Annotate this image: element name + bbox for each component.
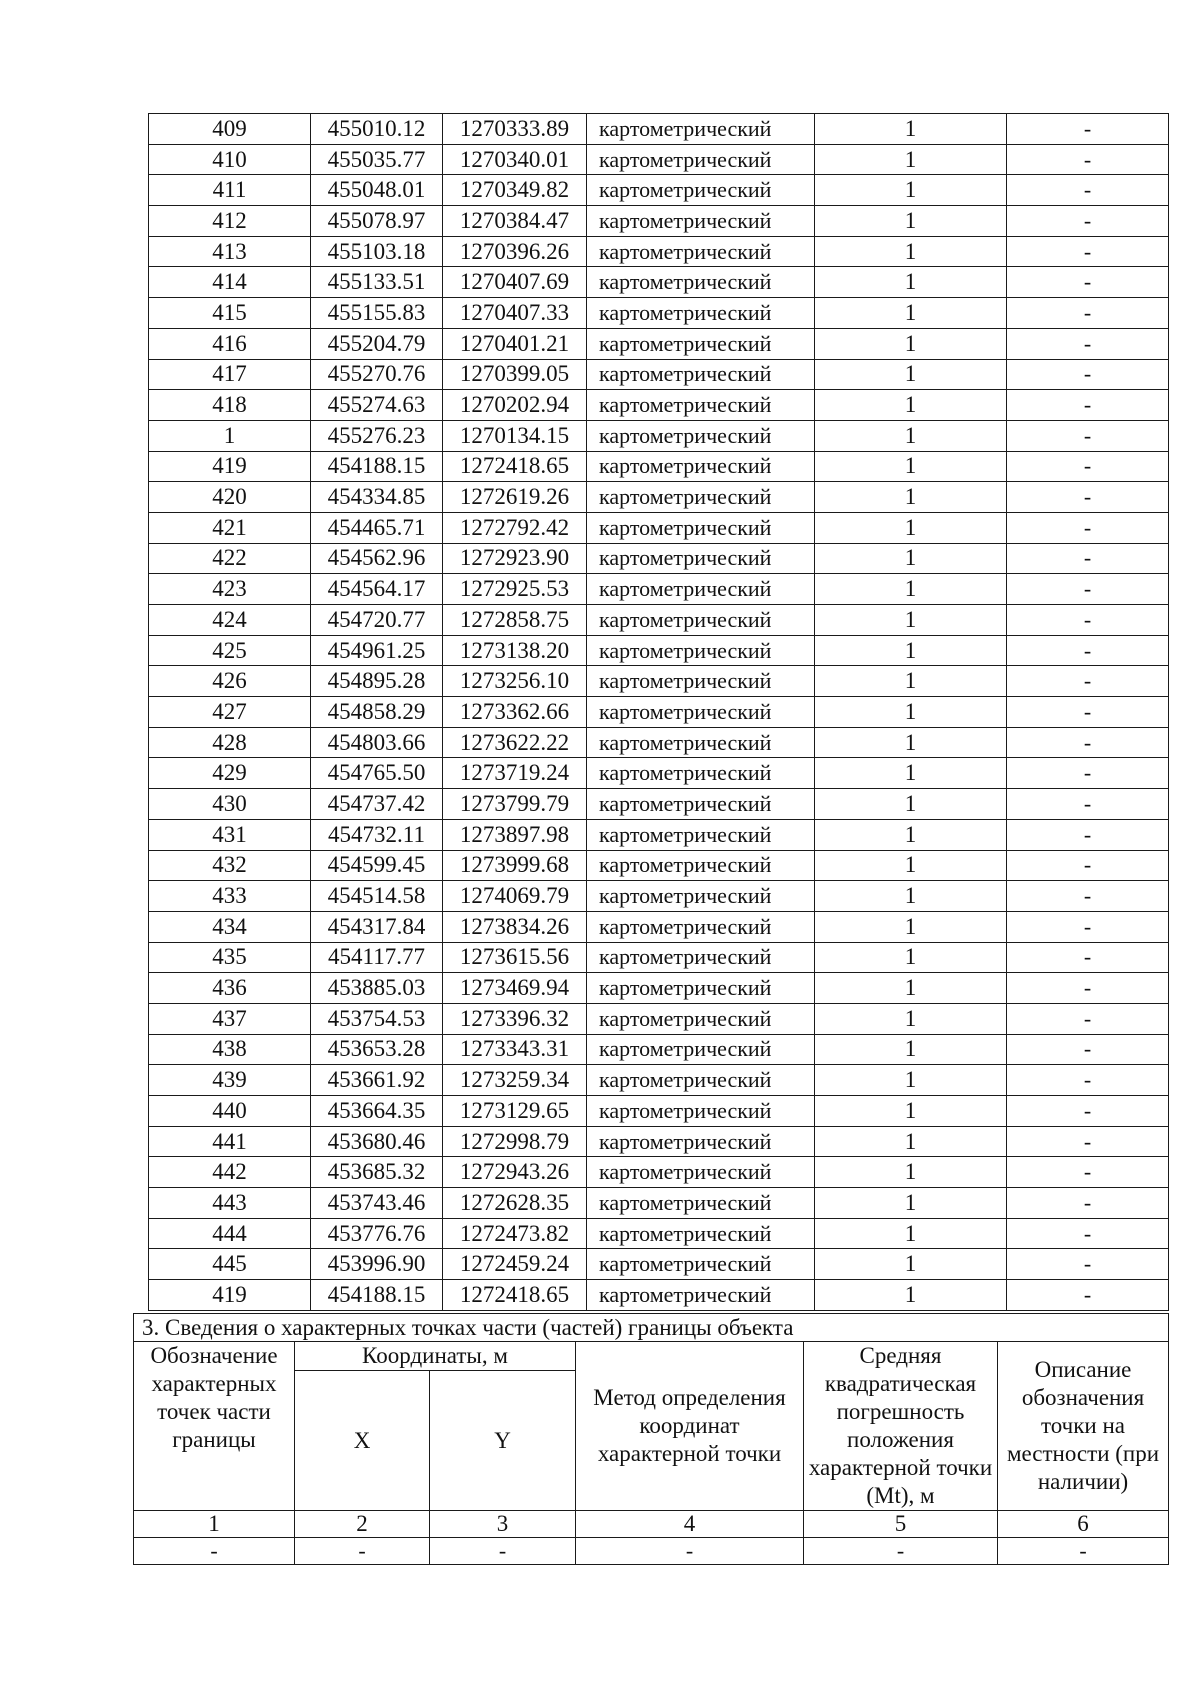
x-coordinate-cell: 454188.15 bbox=[311, 451, 443, 482]
description-cell: - bbox=[1007, 850, 1169, 881]
method-cell: картометрический bbox=[587, 543, 815, 574]
error-cell: 1 bbox=[815, 1157, 1007, 1188]
point-id-cell: 439 bbox=[149, 1065, 311, 1096]
x-coordinate-cell: 453754.53 bbox=[311, 1003, 443, 1034]
description-cell: - bbox=[1007, 1249, 1169, 1280]
table-row bbox=[149, 451, 1169, 482]
description-cell: - bbox=[1007, 1280, 1169, 1311]
y-coordinate-cell: 1270134.15 bbox=[443, 420, 587, 451]
error-cell: 1 bbox=[815, 1065, 1007, 1096]
x-coordinate-cell: 454858.29 bbox=[311, 697, 443, 728]
error-cell: 1 bbox=[815, 206, 1007, 237]
description-cell: - bbox=[1007, 359, 1169, 390]
header-method: Метод определения координат характерной точки bbox=[576, 1342, 804, 1511]
table-row bbox=[149, 1003, 1169, 1034]
method-cell: картометрический bbox=[587, 359, 815, 390]
table-row bbox=[149, 1065, 1169, 1096]
point-id-cell: 410 bbox=[149, 144, 311, 175]
y-coordinate-cell: 1273129.65 bbox=[443, 1096, 587, 1127]
error-cell: 1 bbox=[815, 482, 1007, 513]
error-cell: 1 bbox=[815, 1188, 1007, 1219]
x-coordinate-cell: 453680.46 bbox=[311, 1126, 443, 1157]
error-cell: 1 bbox=[815, 1034, 1007, 1065]
method-cell: картометрический bbox=[587, 819, 815, 850]
x-coordinate-cell: 454720.77 bbox=[311, 605, 443, 636]
table-row bbox=[149, 482, 1169, 513]
description-cell: - bbox=[1007, 175, 1169, 206]
method-cell: картометрический bbox=[587, 697, 815, 728]
method-cell: картометрический bbox=[587, 206, 815, 237]
description-cell: - bbox=[1007, 574, 1169, 605]
error-cell: 1 bbox=[815, 911, 1007, 942]
description-cell: - bbox=[1007, 1034, 1169, 1065]
x-coordinate-cell: 455133.51 bbox=[311, 267, 443, 298]
y-coordinate-cell: 1272943.26 bbox=[443, 1157, 587, 1188]
method-cell: картометрический bbox=[587, 236, 815, 267]
column-number-row bbox=[134, 1511, 1169, 1538]
error-cell: 1 bbox=[815, 144, 1007, 175]
table-row bbox=[149, 758, 1169, 789]
point-id-cell: 432 bbox=[149, 850, 311, 881]
x-coordinate-cell: 455078.97 bbox=[311, 206, 443, 237]
description-cell: - bbox=[1007, 605, 1169, 636]
description-cell: - bbox=[1007, 789, 1169, 820]
error-cell: 1 bbox=[815, 1096, 1007, 1127]
point-id-cell: 420 bbox=[149, 482, 311, 513]
table-row bbox=[149, 635, 1169, 666]
x-coordinate-cell: 453885.03 bbox=[311, 973, 443, 1004]
method-cell: картометрический bbox=[587, 267, 815, 298]
point-id-cell: 414 bbox=[149, 267, 311, 298]
y-coordinate-cell: 1273897.98 bbox=[443, 819, 587, 850]
column-number: 5 bbox=[804, 1511, 998, 1538]
error-cell: 1 bbox=[815, 1249, 1007, 1280]
y-coordinate-cell: 1273799.79 bbox=[443, 789, 587, 820]
y-coordinate-cell: 1272923.90 bbox=[443, 543, 587, 574]
x-coordinate-cell: 455276.23 bbox=[311, 420, 443, 451]
error-cell: 1 bbox=[815, 420, 1007, 451]
x-coordinate-cell: 453653.28 bbox=[311, 1034, 443, 1065]
error-cell: 1 bbox=[815, 789, 1007, 820]
description-cell: - bbox=[1007, 911, 1169, 942]
table-row bbox=[149, 144, 1169, 175]
y-coordinate-cell: 1272628.35 bbox=[443, 1188, 587, 1219]
error-cell: 1 bbox=[815, 973, 1007, 1004]
method-cell: картометрический bbox=[587, 114, 815, 145]
method-cell: картометрический bbox=[587, 942, 815, 973]
table-row bbox=[149, 697, 1169, 728]
description-cell: - bbox=[1007, 451, 1169, 482]
description-cell: - bbox=[1007, 206, 1169, 237]
table-row bbox=[149, 543, 1169, 574]
table-row bbox=[149, 267, 1169, 298]
description-cell: - bbox=[1007, 482, 1169, 513]
description-cell: - bbox=[1007, 512, 1169, 543]
description-cell: - bbox=[1007, 1188, 1169, 1219]
error-cell: 1 bbox=[815, 328, 1007, 359]
method-cell: картометрический bbox=[587, 1218, 815, 1249]
column-number: 2 bbox=[295, 1511, 430, 1538]
table-row bbox=[149, 1249, 1169, 1280]
method-cell: картометрический bbox=[587, 420, 815, 451]
section3-title: 3. Сведения о характерных точках части (частей) границы объекта bbox=[134, 1314, 1169, 1342]
x-coordinate-cell: 454334.85 bbox=[311, 482, 443, 513]
description-cell: - bbox=[1007, 1157, 1169, 1188]
point-id-cell: 441 bbox=[149, 1126, 311, 1157]
method-cell: картометрический bbox=[587, 1280, 815, 1311]
method-cell: картометрический bbox=[587, 666, 815, 697]
column-number: 3 bbox=[430, 1511, 576, 1538]
table-row bbox=[149, 206, 1169, 237]
point-id-cell: 429 bbox=[149, 758, 311, 789]
method-cell: картометрический bbox=[587, 789, 815, 820]
y-coordinate-cell: 1270340.01 bbox=[443, 144, 587, 175]
table-row bbox=[149, 911, 1169, 942]
method-cell: картометрический bbox=[587, 881, 815, 912]
x-coordinate-cell: 453996.90 bbox=[311, 1249, 443, 1280]
description-cell: - bbox=[1007, 942, 1169, 973]
y-coordinate-cell: 1273469.94 bbox=[443, 973, 587, 1004]
x-coordinate-cell: 455103.18 bbox=[311, 236, 443, 267]
point-id-cell: 426 bbox=[149, 666, 311, 697]
method-cell: картометрический bbox=[587, 298, 815, 329]
x-coordinate-cell: 454188.15 bbox=[311, 1280, 443, 1311]
description-cell: - bbox=[1007, 328, 1169, 359]
method-cell: картометрический bbox=[587, 512, 815, 543]
error-cell: 1 bbox=[815, 942, 1007, 973]
empty-cell: - bbox=[430, 1538, 576, 1565]
table-row bbox=[149, 328, 1169, 359]
x-coordinate-cell: 453776.76 bbox=[311, 1218, 443, 1249]
method-cell: картометрический bbox=[587, 1157, 815, 1188]
error-cell: 1 bbox=[815, 390, 1007, 421]
empty-cell: - bbox=[804, 1538, 998, 1565]
method-cell: картометрический bbox=[587, 1034, 815, 1065]
table-row bbox=[149, 114, 1169, 145]
y-coordinate-cell: 1273259.34 bbox=[443, 1065, 587, 1096]
y-coordinate-cell: 1272925.53 bbox=[443, 574, 587, 605]
y-coordinate-cell: 1270349.82 bbox=[443, 175, 587, 206]
point-id-cell: 411 bbox=[149, 175, 311, 206]
y-coordinate-cell: 1270407.69 bbox=[443, 267, 587, 298]
column-number: 1 bbox=[134, 1511, 295, 1538]
table-row bbox=[149, 881, 1169, 912]
method-cell: картометрический bbox=[587, 850, 815, 881]
x-coordinate-cell: 454562.96 bbox=[311, 543, 443, 574]
description-cell: - bbox=[1007, 420, 1169, 451]
section3-table bbox=[133, 1313, 1169, 1565]
table-row bbox=[149, 942, 1169, 973]
error-cell: 1 bbox=[815, 605, 1007, 636]
description-cell: - bbox=[1007, 543, 1169, 574]
method-cell: картометрический bbox=[587, 1065, 815, 1096]
x-coordinate-cell: 454564.17 bbox=[311, 574, 443, 605]
error-cell: 1 bbox=[815, 635, 1007, 666]
x-coordinate-cell: 453661.92 bbox=[311, 1065, 443, 1096]
x-coordinate-cell: 454895.28 bbox=[311, 666, 443, 697]
column-number: 4 bbox=[576, 1511, 804, 1538]
point-id-cell: 422 bbox=[149, 543, 311, 574]
header-description: Описание обозначения точки на местности (при наличии) bbox=[998, 1342, 1169, 1511]
x-coordinate-cell: 455010.12 bbox=[311, 114, 443, 145]
method-cell: картометрический bbox=[587, 175, 815, 206]
y-coordinate-cell: 1274069.79 bbox=[443, 881, 587, 912]
method-cell: картометрический bbox=[587, 144, 815, 175]
point-id-cell: 443 bbox=[149, 1188, 311, 1219]
description-cell: - bbox=[1007, 881, 1169, 912]
method-cell: картометрический bbox=[587, 1126, 815, 1157]
y-coordinate-cell: 1273719.24 bbox=[443, 758, 587, 789]
method-cell: картометрический bbox=[587, 574, 815, 605]
error-cell: 1 bbox=[815, 881, 1007, 912]
description-cell: - bbox=[1007, 236, 1169, 267]
y-coordinate-cell: 1270333.89 bbox=[443, 114, 587, 145]
table-row bbox=[149, 390, 1169, 421]
point-id-cell: 436 bbox=[149, 973, 311, 1004]
y-coordinate-cell: 1270202.94 bbox=[443, 390, 587, 421]
error-cell: 1 bbox=[815, 666, 1007, 697]
description-cell: - bbox=[1007, 1096, 1169, 1127]
empty-cell: - bbox=[998, 1538, 1169, 1565]
table-row bbox=[149, 1218, 1169, 1249]
error-cell: 1 bbox=[815, 1126, 1007, 1157]
method-cell: картометрический bbox=[587, 973, 815, 1004]
method-cell: картометрический bbox=[587, 451, 815, 482]
method-cell: картометрический bbox=[587, 727, 815, 758]
y-coordinate-cell: 1272858.75 bbox=[443, 605, 587, 636]
description-cell: - bbox=[1007, 697, 1169, 728]
error-cell: 1 bbox=[815, 1003, 1007, 1034]
y-coordinate-cell: 1270384.47 bbox=[443, 206, 587, 237]
point-id-cell: 427 bbox=[149, 697, 311, 728]
y-coordinate-cell: 1273615.56 bbox=[443, 942, 587, 973]
error-cell: 1 bbox=[815, 298, 1007, 329]
description-cell: - bbox=[1007, 267, 1169, 298]
point-id-cell: 435 bbox=[149, 942, 311, 973]
y-coordinate-cell: 1272473.82 bbox=[443, 1218, 587, 1249]
point-id-cell: 412 bbox=[149, 206, 311, 237]
description-cell: - bbox=[1007, 1218, 1169, 1249]
column-number: 6 bbox=[998, 1511, 1169, 1538]
table-row bbox=[149, 605, 1169, 636]
empty-cell: - bbox=[295, 1538, 430, 1565]
point-id-cell: 423 bbox=[149, 574, 311, 605]
x-coordinate-cell: 455204.79 bbox=[311, 328, 443, 359]
x-coordinate-cell: 455155.83 bbox=[311, 298, 443, 329]
y-coordinate-cell: 1273622.22 bbox=[443, 727, 587, 758]
error-cell: 1 bbox=[815, 758, 1007, 789]
point-id-cell: 444 bbox=[149, 1218, 311, 1249]
point-id-cell: 433 bbox=[149, 881, 311, 912]
error-cell: 1 bbox=[815, 1280, 1007, 1311]
x-coordinate-cell: 454465.71 bbox=[311, 512, 443, 543]
table-row bbox=[149, 420, 1169, 451]
y-coordinate-cell: 1272619.26 bbox=[443, 482, 587, 513]
description-cell: - bbox=[1007, 727, 1169, 758]
header-coordinates: Координаты, м bbox=[295, 1342, 576, 1371]
error-cell: 1 bbox=[815, 727, 1007, 758]
header-x: X bbox=[295, 1371, 430, 1511]
point-id-cell: 425 bbox=[149, 635, 311, 666]
point-id-cell: 413 bbox=[149, 236, 311, 267]
error-cell: 1 bbox=[815, 451, 1007, 482]
method-cell: картометрический bbox=[587, 1096, 815, 1127]
description-cell: - bbox=[1007, 635, 1169, 666]
y-coordinate-cell: 1273834.26 bbox=[443, 911, 587, 942]
table-row bbox=[149, 666, 1169, 697]
method-cell: картометрический bbox=[587, 1249, 815, 1280]
y-coordinate-cell: 1273999.68 bbox=[443, 850, 587, 881]
x-coordinate-cell: 454732.11 bbox=[311, 819, 443, 850]
error-cell: 1 bbox=[815, 175, 1007, 206]
x-coordinate-cell: 455274.63 bbox=[311, 390, 443, 421]
error-cell: 1 bbox=[815, 236, 1007, 267]
point-id-cell: 409 bbox=[149, 114, 311, 145]
description-cell: - bbox=[1007, 973, 1169, 1004]
table-row bbox=[149, 1126, 1169, 1157]
y-coordinate-cell: 1270396.26 bbox=[443, 236, 587, 267]
x-coordinate-cell: 454961.25 bbox=[311, 635, 443, 666]
x-coordinate-cell: 453743.46 bbox=[311, 1188, 443, 1219]
point-id-cell: 419 bbox=[149, 1280, 311, 1311]
error-cell: 1 bbox=[815, 543, 1007, 574]
coordinates-table bbox=[148, 113, 1169, 1311]
point-id-cell: 445 bbox=[149, 1249, 311, 1280]
header-error: Средняя квадратическая погрешность положения характерной точки (Mt), м bbox=[804, 1342, 998, 1511]
table-row bbox=[149, 819, 1169, 850]
y-coordinate-cell: 1272459.24 bbox=[443, 1249, 587, 1280]
point-id-cell: 424 bbox=[149, 605, 311, 636]
description-cell: - bbox=[1007, 144, 1169, 175]
error-cell: 1 bbox=[815, 697, 1007, 728]
x-coordinate-cell: 455270.76 bbox=[311, 359, 443, 390]
x-coordinate-cell: 454765.50 bbox=[311, 758, 443, 789]
method-cell: картометрический bbox=[587, 390, 815, 421]
y-coordinate-cell: 1273256.10 bbox=[443, 666, 587, 697]
method-cell: картометрический bbox=[587, 635, 815, 666]
method-cell: картометрический bbox=[587, 482, 815, 513]
empty-data-row bbox=[134, 1538, 1169, 1565]
x-coordinate-cell: 454737.42 bbox=[311, 789, 443, 820]
method-cell: картометрический bbox=[587, 328, 815, 359]
point-id-cell: 1 bbox=[149, 420, 311, 451]
y-coordinate-cell: 1270407.33 bbox=[443, 298, 587, 329]
x-coordinate-cell: 454599.45 bbox=[311, 850, 443, 881]
method-cell: картометрический bbox=[587, 758, 815, 789]
table-row bbox=[149, 298, 1169, 329]
header-y: Y bbox=[430, 1371, 576, 1511]
error-cell: 1 bbox=[815, 114, 1007, 145]
point-id-cell: 428 bbox=[149, 727, 311, 758]
y-coordinate-cell: 1272418.65 bbox=[443, 451, 587, 482]
point-id-cell: 437 bbox=[149, 1003, 311, 1034]
point-id-cell: 431 bbox=[149, 819, 311, 850]
table-row bbox=[149, 850, 1169, 881]
point-id-cell: 416 bbox=[149, 328, 311, 359]
y-coordinate-cell: 1272418.65 bbox=[443, 1280, 587, 1311]
table-row bbox=[149, 1280, 1169, 1311]
point-id-cell: 415 bbox=[149, 298, 311, 329]
table-row bbox=[149, 359, 1169, 390]
error-cell: 1 bbox=[815, 359, 1007, 390]
x-coordinate-cell: 453685.32 bbox=[311, 1157, 443, 1188]
table-row bbox=[149, 512, 1169, 543]
empty-cell: - bbox=[134, 1538, 295, 1565]
error-cell: 1 bbox=[815, 1218, 1007, 1249]
table-row bbox=[149, 574, 1169, 605]
table-row bbox=[149, 1188, 1169, 1219]
y-coordinate-cell: 1270399.05 bbox=[443, 359, 587, 390]
point-id-cell: 438 bbox=[149, 1034, 311, 1065]
description-cell: - bbox=[1007, 819, 1169, 850]
point-id-cell: 442 bbox=[149, 1157, 311, 1188]
y-coordinate-cell: 1270401.21 bbox=[443, 328, 587, 359]
x-coordinate-cell: 455035.77 bbox=[311, 144, 443, 175]
point-id-cell: 418 bbox=[149, 390, 311, 421]
description-cell: - bbox=[1007, 758, 1169, 789]
y-coordinate-cell: 1273343.31 bbox=[443, 1034, 587, 1065]
header-designation: Обозначение характерных точек части границы bbox=[134, 1342, 295, 1511]
error-cell: 1 bbox=[815, 819, 1007, 850]
x-coordinate-cell: 454514.58 bbox=[311, 881, 443, 912]
empty-cell: - bbox=[576, 1538, 804, 1565]
point-id-cell: 440 bbox=[149, 1096, 311, 1127]
y-coordinate-cell: 1273362.66 bbox=[443, 697, 587, 728]
y-coordinate-cell: 1273396.32 bbox=[443, 1003, 587, 1034]
error-cell: 1 bbox=[815, 267, 1007, 298]
description-cell: - bbox=[1007, 1126, 1169, 1157]
point-id-cell: 434 bbox=[149, 911, 311, 942]
table-row bbox=[149, 175, 1169, 206]
method-cell: картометрический bbox=[587, 605, 815, 636]
description-cell: - bbox=[1007, 298, 1169, 329]
x-coordinate-cell: 454317.84 bbox=[311, 911, 443, 942]
x-coordinate-cell: 454117.77 bbox=[311, 942, 443, 973]
point-id-cell: 421 bbox=[149, 512, 311, 543]
description-cell: - bbox=[1007, 666, 1169, 697]
description-cell: - bbox=[1007, 390, 1169, 421]
point-id-cell: 417 bbox=[149, 359, 311, 390]
table-row bbox=[149, 973, 1169, 1004]
description-cell: - bbox=[1007, 114, 1169, 145]
y-coordinate-cell: 1273138.20 bbox=[443, 635, 587, 666]
x-coordinate-cell: 455048.01 bbox=[311, 175, 443, 206]
method-cell: картометрический bbox=[587, 1003, 815, 1034]
table-row bbox=[149, 1096, 1169, 1127]
description-cell: - bbox=[1007, 1003, 1169, 1034]
description-cell: - bbox=[1007, 1065, 1169, 1096]
table-row bbox=[149, 727, 1169, 758]
error-cell: 1 bbox=[815, 574, 1007, 605]
table-row bbox=[149, 789, 1169, 820]
table-row bbox=[149, 236, 1169, 267]
point-id-cell: 430 bbox=[149, 789, 311, 820]
table-row bbox=[149, 1157, 1169, 1188]
method-cell: картометрический bbox=[587, 911, 815, 942]
error-cell: 1 bbox=[815, 850, 1007, 881]
table-row bbox=[149, 1034, 1169, 1065]
x-coordinate-cell: 453664.35 bbox=[311, 1096, 443, 1127]
point-id-cell: 419 bbox=[149, 451, 311, 482]
x-coordinate-cell: 454803.66 bbox=[311, 727, 443, 758]
error-cell: 1 bbox=[815, 512, 1007, 543]
y-coordinate-cell: 1272998.79 bbox=[443, 1126, 587, 1157]
method-cell: картометрический bbox=[587, 1188, 815, 1219]
y-coordinate-cell: 1272792.42 bbox=[443, 512, 587, 543]
